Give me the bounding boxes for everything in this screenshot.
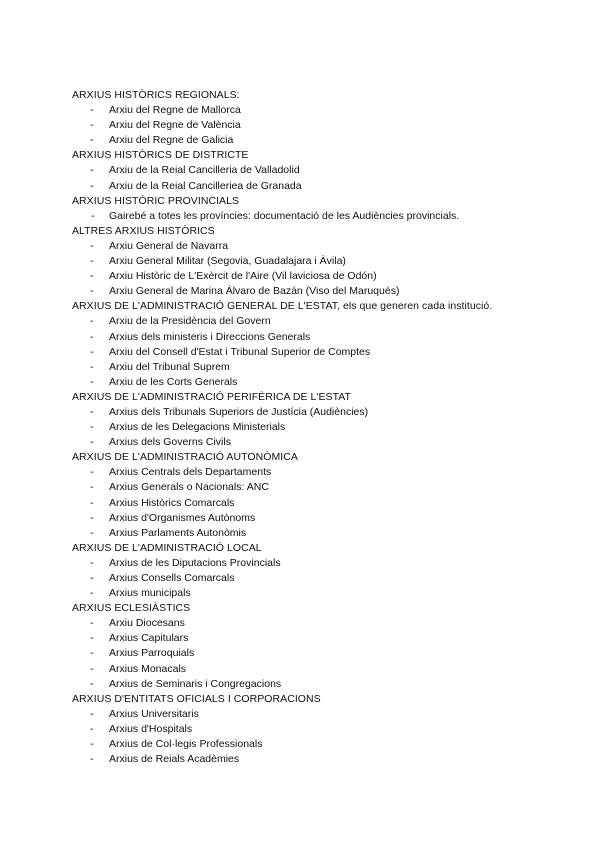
list-item: [72, 496, 572, 511]
list-item: [72, 254, 572, 269]
list-item: [72, 737, 572, 752]
section-heading: ARXIUS DE L'ADMINISTRACIÓ AUTONÒMICA: [72, 451, 298, 464]
section-heading: ARXIUS D'ENTITATS OFICIALS I CORPORACIONS: [72, 692, 321, 705]
dash-bullet: -: [90, 481, 94, 494]
list-item-text: Arxiu Diocesans: [109, 617, 185, 630]
list-item-text: Arxius d'Hospitals: [109, 722, 193, 735]
list-item-text: Arxius d'Organismes Autònoms: [109, 511, 256, 524]
dash-bullet: -: [90, 421, 94, 434]
list-item-text: Arxiu de la Reial Cancilleriea de Granada: [109, 179, 302, 192]
dash-bullet: -: [90, 753, 94, 766]
list-item-text: Arxiu de la Reial Cancilleria de Valladolid: [109, 164, 300, 177]
list-item: [72, 465, 572, 480]
list-item: [72, 586, 572, 601]
dash-bullet: -: [90, 375, 94, 388]
dash-bullet: -: [90, 707, 94, 720]
section-heading: ARXIUS DE L'ADMINISTRACIÓ PERIFÈRICA DE L'ESTAT: [72, 390, 352, 403]
list-item-text: Arxius de les Delegacions Ministerials: [109, 421, 286, 434]
dash-bullet: -: [90, 345, 94, 358]
list-item-text: Arxius Centrals dels Departaments: [109, 466, 272, 479]
list-item: [72, 179, 572, 194]
list-item: [72, 239, 572, 254]
list-item-text: Arxius de Seminaris i Congregacions: [109, 677, 282, 690]
section-heading: ARXIUS HISTÒRICS DE DISTRICTE: [72, 149, 249, 162]
list-item-text: Arxiu del Regne de València: [109, 119, 241, 132]
list-item: [72, 646, 572, 661]
dash-bullet: -: [90, 285, 94, 298]
list-item-text: Arxiu de les Corts Generals: [109, 375, 238, 388]
section-block: [72, 692, 572, 767]
list-item: [72, 209, 572, 224]
section-block: [72, 148, 572, 193]
list-item: [72, 616, 572, 631]
list-item: [72, 103, 572, 118]
section-block: [72, 88, 572, 148]
list-item: [72, 375, 572, 390]
list-item: [72, 118, 572, 133]
list-item-text: Arxiu del Tribunal Suprem: [109, 360, 230, 373]
dash-bullet: -: [90, 526, 94, 539]
dash-bullet: -: [90, 556, 94, 569]
list-item-text: Arxiu General Militar (Segovia, Guadalajara i Àvila): [109, 255, 346, 268]
section-heading: ARXIUS HISTÒRICS REGIONALS:: [72, 89, 240, 101]
list-item-text: Arxiu del Regne de Mallorca: [109, 104, 241, 117]
dash-bullet: -: [90, 466, 94, 479]
dash-bullet: -: [90, 255, 94, 268]
dash-bullet: -: [90, 587, 94, 600]
section-block: [72, 224, 572, 299]
list-item: [72, 330, 572, 345]
list-item-text: Arxius de les Diputacions Provincials: [109, 556, 281, 569]
dash-bullet: -: [90, 436, 94, 449]
dash-bullet: -: [91, 209, 95, 222]
dash-bullet: -: [90, 647, 94, 660]
dash-bullet: -: [90, 270, 94, 283]
list-item-text: Arxius de Col·legis Professionals: [109, 738, 263, 751]
section-heading: ARXIUS DE L'ADMINISTRACIÓ LOCAL: [72, 541, 262, 554]
list-item-text: Arxius de Reials Acadèmies: [109, 753, 240, 766]
section-heading: ARXIUS HISTÒRIC PROVINCIALS: [72, 194, 240, 207]
list-item-text: Arxius Parroquials: [109, 647, 195, 660]
list-item-text: Arxius dels Governs Civils: [109, 436, 231, 449]
list-item: [72, 722, 572, 737]
dash-bullet: -: [90, 179, 94, 192]
dash-bullet: -: [90, 104, 94, 117]
list-item: [72, 752, 572, 767]
section-block: [72, 299, 572, 390]
list-item: [72, 284, 572, 299]
list-item-text: Gairebé a totes les províncies: documentació de les Audiències provincials.: [109, 209, 460, 222]
list-item-text: Arxiu General de Marina Álvaro de Bazán (Viso del Maruqués): [109, 285, 400, 298]
dash-bullet: -: [90, 119, 94, 132]
list-item-text: Arxius dels Tribunals Superiors de Justícia (Audiències): [109, 405, 369, 418]
list-item-text: Arxius Parlaments Autonòmis: [109, 526, 247, 539]
dash-bullet: -: [90, 572, 94, 584]
section-block: [72, 450, 572, 541]
archive-outline: [72, 88, 572, 767]
list-item: [72, 435, 572, 450]
list-item: [72, 345, 572, 360]
list-item: [72, 405, 572, 420]
list-item-text: Arxiu General de Navarra: [109, 239, 229, 252]
dash-bullet: -: [90, 722, 94, 735]
dash-bullet: -: [90, 164, 94, 177]
list-item: [72, 269, 572, 284]
list-item: [72, 163, 572, 178]
list-item: [72, 360, 572, 375]
dash-bullet: -: [90, 239, 94, 252]
section-block: [72, 601, 572, 692]
list-item-text: Arxius Capitulars: [109, 632, 189, 645]
dash-bullet: -: [90, 134, 94, 147]
section-heading: ARXIUS DE L'ADMINISTRACIÓ GENERAL DE L'ESTAT, els que generen cada institució.: [72, 300, 493, 313]
section-block: [72, 541, 572, 601]
list-item-text: Arxius dels ministeris i Direccions Generals: [109, 330, 311, 343]
list-item: [72, 631, 572, 646]
list-item: [72, 133, 572, 148]
section-heading: ALTRES ARXIUS HISTÒRICS: [72, 224, 215, 237]
dash-bullet: -: [90, 496, 94, 509]
section-block: [72, 390, 572, 450]
list-item-text: Arxius Generals o Nacionals: ANC: [109, 481, 269, 494]
dash-bullet: -: [90, 330, 94, 343]
dash-bullet: -: [90, 632, 94, 645]
list-item: [72, 571, 572, 586]
dash-bullet: -: [90, 360, 94, 373]
dash-bullet: -: [90, 511, 94, 524]
list-item: [72, 480, 572, 495]
list-item: [72, 511, 572, 526]
dash-bullet: -: [90, 662, 94, 675]
list-item: [72, 707, 572, 722]
dash-bullet: -: [90, 617, 94, 630]
list-item: [72, 556, 572, 571]
dash-bullet: -: [90, 738, 94, 751]
list-item-text: Arxiu Històric de L'Exèrcit de l'Aire (Vil laviciosa de Odón): [109, 270, 377, 283]
dash-bullet: -: [90, 677, 94, 690]
list-item: [72, 677, 572, 692]
list-item: [72, 420, 572, 435]
dash-bullet: -: [90, 405, 94, 418]
section-heading: ARXIUS ECLESIÀSTICS: [72, 602, 191, 615]
list-item-text: Arxius Històrics Comarcals: [109, 496, 235, 509]
list-item-text: Arxius Consells Comarcals: [109, 572, 235, 584]
list-item-text: Arxius Monacals: [109, 662, 187, 675]
list-item: [72, 526, 572, 541]
list-item-text: Arxiu del Consell d'Estat i Tribunal Superior de Comptes: [109, 345, 371, 358]
section-block: [72, 194, 572, 224]
list-item-text: Arxiu del Regne de Galicia: [109, 134, 234, 147]
list-item-text: Arxius Universitaris: [109, 707, 199, 720]
list-item-text: Arxius municipals: [109, 587, 191, 600]
dash-bullet: -: [90, 315, 94, 328]
list-item-text: Arxiu de la Presidència del Govern: [109, 315, 271, 328]
list-item: [72, 662, 572, 677]
list-item: [72, 314, 572, 329]
